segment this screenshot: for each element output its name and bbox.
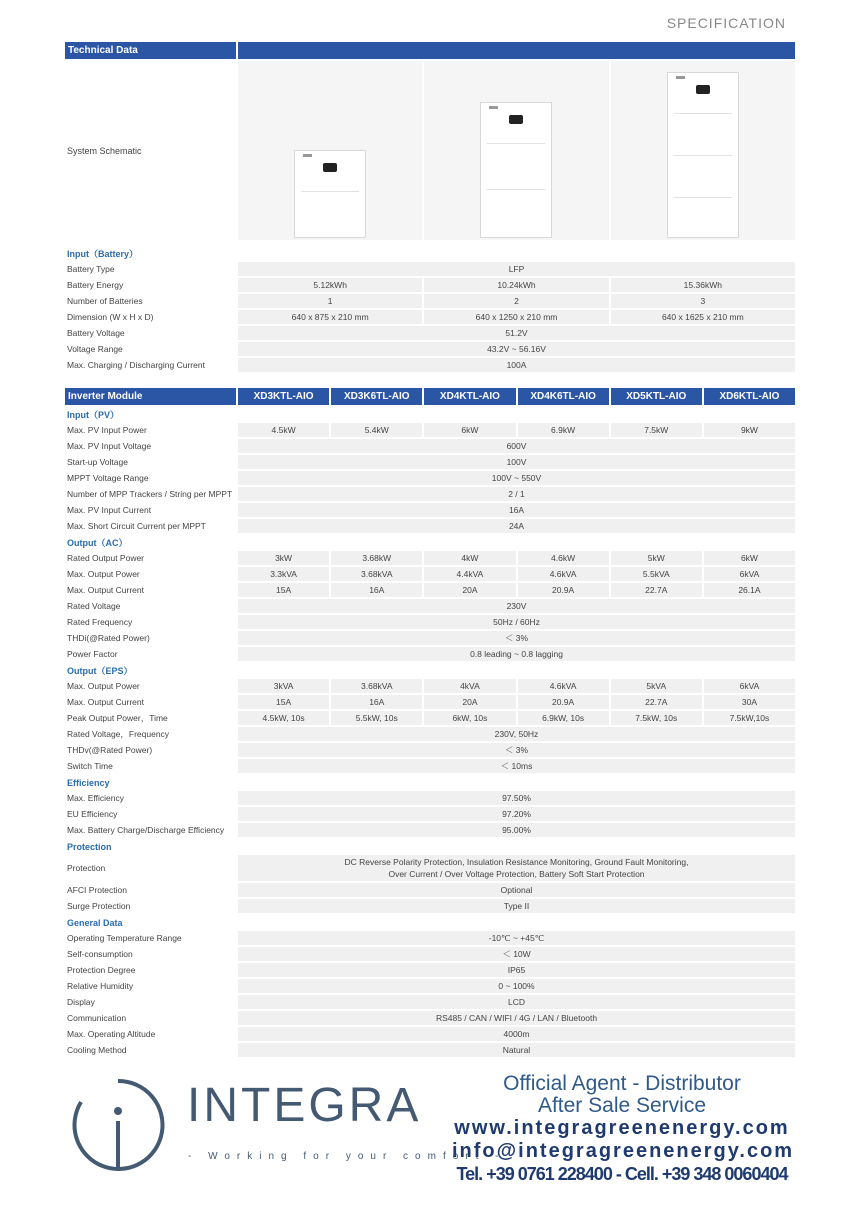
row-label: Rated Frequency <box>67 617 133 627</box>
row-value: ＜ 3% <box>238 743 795 757</box>
row-label: Battery Energy <box>67 280 124 290</box>
section-title: Output（AC） <box>67 538 128 548</box>
schematic-1-battery <box>238 61 422 240</box>
row-value: 3.68kVA <box>331 679 422 693</box>
table-row <box>65 439 795 453</box>
row-label: Power Factor <box>67 649 118 659</box>
row-value: 3kW <box>238 551 329 565</box>
row-value: 230V, 50Hz <box>238 727 795 741</box>
table-row <box>65 743 795 757</box>
row-value: 6kVA <box>704 567 795 581</box>
table-row <box>65 647 795 661</box>
table-row <box>65 695 795 709</box>
row-value: 43.2V ~ 56.16V <box>238 342 795 356</box>
battery-unit-image <box>294 150 366 238</box>
row-value: 4.6kVA <box>518 679 609 693</box>
row-value: 3kVA <box>238 679 329 693</box>
row-value: 6.9kW <box>518 423 609 437</box>
row-value: 15A <box>238 583 329 597</box>
row-value: 1 <box>238 294 422 308</box>
table-row <box>65 599 795 613</box>
contact-block <box>452 1072 795 1186</box>
brand-tagline: - Working for your comfort - <box>188 1151 506 1162</box>
table-row <box>65 551 795 565</box>
row-value: 4.6kW <box>518 551 609 565</box>
section-title: Efficiency <box>67 778 110 788</box>
row-value: 6kVA <box>704 679 795 693</box>
table-row <box>65 423 795 437</box>
table-row <box>65 823 795 837</box>
table-row <box>65 979 795 993</box>
system-schematic-row <box>65 61 795 240</box>
table-row <box>65 727 795 741</box>
row-label: Battery Voltage <box>67 328 125 338</box>
section-title: General Data <box>67 918 123 928</box>
row-value: Type II <box>238 899 795 913</box>
row-value: 16A <box>331 583 422 597</box>
row-value: 7.5kW,10s <box>704 711 795 725</box>
row-value: 16A <box>238 503 795 517</box>
row-value: 22.7A <box>611 695 702 709</box>
row-value: 97.50% <box>238 791 795 805</box>
row-value: 640 x 875 x 210 mm <box>238 310 422 324</box>
row-value: 600V <box>238 439 795 453</box>
row-label: Max. Output Current <box>67 585 145 595</box>
table-row <box>65 1027 795 1041</box>
table-row <box>65 995 795 1009</box>
row-value: 4.4kVA <box>424 567 515 581</box>
battery-table <box>65 262 795 372</box>
row-value: 20A <box>424 695 515 709</box>
row-value: 3 <box>611 294 795 308</box>
row-value: 230V <box>238 599 795 613</box>
table-row <box>65 1043 795 1057</box>
row-value: 20.9A <box>518 583 609 597</box>
row-value: 4kW <box>424 551 515 565</box>
row-value: 5.4kW <box>331 423 422 437</box>
page-header: SPECIFICATION <box>666 15 786 31</box>
table-row <box>65 294 795 308</box>
table-row <box>65 899 795 913</box>
battery-section-title: Input（Battery） <box>67 249 139 259</box>
table-row <box>65 487 795 501</box>
row-value: 20A <box>424 583 515 597</box>
table-row <box>65 583 795 597</box>
row-value: 4.5kW <box>238 423 329 437</box>
row-value: Optional <box>238 883 795 897</box>
row-label: Operating Temperature Range <box>67 933 182 943</box>
inverter-table <box>65 407 795 1057</box>
row-label: Communication <box>67 1013 127 1023</box>
model-column-header: XD4K6TL-AIO <box>518 388 609 405</box>
row-label: Peak Output Power，Time <box>67 713 168 723</box>
battery-unit-image <box>480 102 552 238</box>
row-label: Max. Charging / Discharging Current <box>67 360 205 370</box>
row-value: 100V <box>238 455 795 469</box>
row-value: ＜ 10W <box>238 947 795 961</box>
row-label: Voltage Range <box>67 344 123 354</box>
row-label: Max. PV Input Voltage <box>67 441 152 451</box>
inverter-module-title: Inverter Module <box>65 388 236 405</box>
website-link[interactable]: www.integragreenenergy.com <box>454 1117 790 1139</box>
section-title: Protection <box>67 842 112 852</box>
email-link[interactable]: info@integragreenenergy.com <box>452 1140 795 1162</box>
battery-unit-image <box>667 72 739 238</box>
row-label: Max. Efficiency <box>67 793 125 803</box>
row-value: 51.2V <box>238 326 795 340</box>
row-value: 6kW <box>704 551 795 565</box>
row-value: 3.3kVA <box>238 567 329 581</box>
model-column-header: XD5KTL-AIO <box>611 388 702 405</box>
row-value: 4000m <box>238 1027 795 1041</box>
row-label: Max. Output Power <box>67 681 140 691</box>
table-row <box>65 615 795 629</box>
table-row <box>65 791 795 805</box>
row-label: Max. Battery Charge/Discharge Efficiency <box>67 825 225 835</box>
table-row <box>65 342 795 356</box>
row-value: 6kW, 10s <box>424 711 515 725</box>
row-value: 5.5kW, 10s <box>331 711 422 725</box>
technical-data-title: Technical Data <box>65 42 236 59</box>
table-row <box>65 947 795 961</box>
row-value: 20.9A <box>518 695 609 709</box>
row-label: Protection <box>67 863 106 873</box>
table-row <box>65 883 795 897</box>
model-column-header: XD3K6TL-AIO <box>331 388 422 405</box>
row-label: Max. Output Power <box>67 569 140 579</box>
row-label: Protection Degree <box>67 965 136 975</box>
row-value: 5.5kVA <box>611 567 702 581</box>
row-value: LCD <box>238 995 795 1009</box>
row-value: 5kW <box>611 551 702 565</box>
row-value: 640 x 1625 x 210 mm <box>611 310 795 324</box>
row-value: Natural <box>238 1043 795 1057</box>
row-value: 100A <box>238 358 795 372</box>
row-label: Switch Time <box>67 761 113 771</box>
row-label: Max. Short Circuit Current per MPPT <box>67 521 206 531</box>
row-value: LFP <box>238 262 795 276</box>
table-row <box>65 503 795 517</box>
row-value: 5kVA <box>611 679 702 693</box>
row-label: Rated Voltage，Frequency <box>67 729 170 739</box>
row-value: 6kW <box>424 423 515 437</box>
row-value: 10.24kWh <box>424 278 608 292</box>
table-row <box>65 1011 795 1025</box>
row-value: 4.6kVA <box>518 567 609 581</box>
row-label: Number of MPP Trackers / String per MPPT <box>67 489 233 499</box>
agent-line-2: After Sale Service <box>537 1094 707 1117</box>
row-label: Cooling Method <box>67 1045 127 1055</box>
row-label: Number of Batteries <box>67 296 143 306</box>
row-value: 16A <box>331 695 422 709</box>
table-row <box>65 963 795 977</box>
row-label: Rated Output Power <box>67 553 145 563</box>
phone-numbers: Tel. +39 0761 228400 - Cell. +39 348 0060404 <box>456 1164 788 1184</box>
table-row <box>65 855 795 881</box>
row-value: 26.1A <box>704 583 795 597</box>
row-value: 9kW <box>704 423 795 437</box>
row-label: Max. Output Current <box>67 697 145 707</box>
row-value: 3.68kW <box>331 551 422 565</box>
row-value: 0.8 leading ~ 0.8 lagging <box>238 647 795 661</box>
table-row <box>65 759 795 773</box>
row-value: RS485 / CAN / WIFI / 4G / LAN / Bluetooth <box>238 1011 795 1025</box>
integra-logo-icon <box>68 1075 168 1175</box>
table-row <box>65 931 795 945</box>
row-label: Max. PV Input Current <box>67 505 152 515</box>
row-value: 2 / 1 <box>238 487 795 501</box>
row-label: EU Efficiency <box>67 809 118 819</box>
row-value: 22.7A <box>611 583 702 597</box>
row-label: Battery Type <box>67 264 115 274</box>
row-label: Start-up Voltage <box>67 457 128 467</box>
row-value: 97.20% <box>238 807 795 821</box>
row-label: Relative Humidity <box>67 981 134 991</box>
table-row <box>65 455 795 469</box>
row-value: 2 <box>424 294 608 308</box>
table-row <box>65 278 795 292</box>
row-value: 0 ~ 100% <box>238 979 795 993</box>
model-column-header: XD4KTL-AIO <box>424 388 515 405</box>
row-label: Surge Protection <box>67 901 131 911</box>
row-value: 30A <box>704 695 795 709</box>
model-column-header: XD3KTL-AIO <box>238 388 329 405</box>
row-label: Max. PV Input Power <box>67 425 147 435</box>
system-schematic-label: System Schematic <box>67 145 142 156</box>
row-label: Self-consumption <box>67 949 133 959</box>
brand-name: INTEGRA <box>187 1079 422 1132</box>
row-value: 15A <box>238 695 329 709</box>
row-label: Max. Operating Altitude <box>67 1029 156 1039</box>
section-title: Output（EPS） <box>67 666 133 676</box>
spec-sheet <box>65 42 795 1059</box>
row-value: ＜ 10ms <box>238 759 795 773</box>
row-value: IP65 <box>238 963 795 977</box>
table-row <box>65 262 795 276</box>
row-label: MPPT Voltage Range <box>67 473 149 483</box>
row-value: 7.5kW, 10s <box>611 711 702 725</box>
technical-data-header <box>65 42 795 59</box>
agent-line-1: Official Agent - Distributor <box>503 1072 741 1095</box>
table-row <box>65 519 795 533</box>
row-value: 640 x 1250 x 210 mm <box>424 310 608 324</box>
row-value: 15.36kWh <box>611 278 795 292</box>
model-column-header: XD6KTL-AIO <box>704 388 795 405</box>
row-value: -10℃ ~ +45℃ <box>238 931 795 945</box>
schematic-2-batteries <box>424 61 608 240</box>
section-title: Input（PV） <box>67 410 119 420</box>
table-row <box>65 310 795 324</box>
table-row <box>65 471 795 485</box>
row-label: Dimension (W x H x D) <box>67 312 154 322</box>
row-value: 6.9kW, 10s <box>518 711 609 725</box>
table-row <box>65 326 795 340</box>
row-value: 7.5kW <box>611 423 702 437</box>
row-label: AFCI Protection <box>67 885 127 895</box>
row-value: 50Hz / 60Hz <box>238 615 795 629</box>
row-value: 24A <box>238 519 795 533</box>
table-row <box>65 631 795 645</box>
row-value: 95.00% <box>238 823 795 837</box>
row-label: THDv(@Rated Power) <box>67 745 153 755</box>
schematic-3-batteries <box>611 61 795 240</box>
table-row <box>65 711 795 725</box>
row-value: 4kVA <box>424 679 515 693</box>
row-value: 100V ~ 550V <box>238 471 795 485</box>
row-value: ＜ 3% <box>238 631 795 645</box>
row-label: THDi(@Rated Power) <box>67 633 150 643</box>
row-label: Rated Voltage <box>67 601 121 611</box>
row-value: 4.5kW, 10s <box>238 711 329 725</box>
inverter-module-header <box>65 388 795 405</box>
row-value: 5.12kWh <box>238 278 422 292</box>
table-row <box>65 358 795 372</box>
row-label: Display <box>67 997 95 1007</box>
row-value: 3.68kVA <box>331 567 422 581</box>
table-row <box>65 679 795 693</box>
row-value: DC Reverse Polarity Protection, Insulation Resistance Monitoring, Ground Fault Monitoring, Over Current / Over Voltage Protection, Battery Soft Start Protection <box>238 855 795 881</box>
table-row <box>65 567 795 581</box>
table-row <box>65 807 795 821</box>
